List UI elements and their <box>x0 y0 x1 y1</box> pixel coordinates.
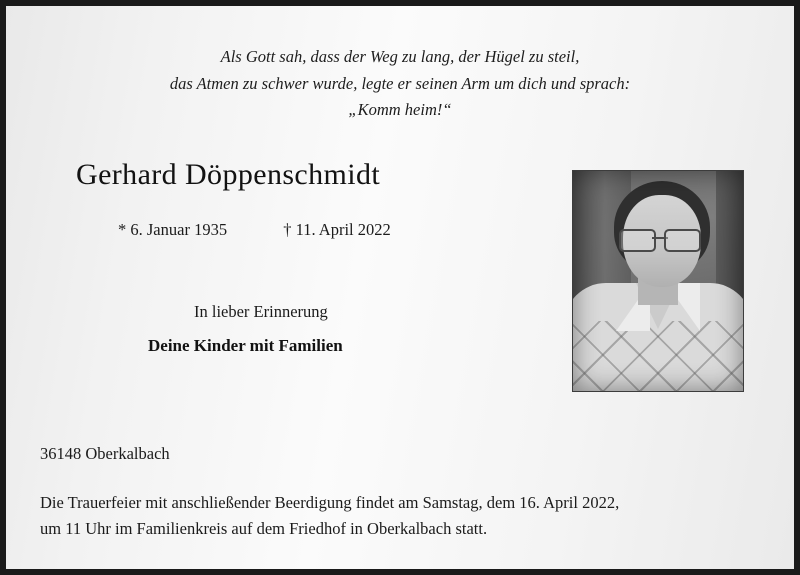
footer-block <box>40 444 760 543</box>
main-content-row <box>40 158 760 392</box>
remembrance-text: In lieber Erinnerung <box>194 302 328 322</box>
memorial-verse <box>80 44 720 124</box>
life-dates <box>76 220 562 240</box>
funeral-line-2: um 11 Uhr im Familienkreis auf dem Friedhof in Oberkalbach statt. <box>40 519 488 539</box>
photo-vignette <box>573 171 743 391</box>
verse-line-3: „Komm heim!“ <box>348 100 452 120</box>
notice-inner <box>6 6 794 569</box>
location-text: 36148 Oberkalbach <box>40 443 170 463</box>
photo-column <box>572 158 760 392</box>
death-date: † 11. April 2022 <box>283 220 391 240</box>
funeral-line-1: Die Trauerfeier mit anschließender Beerdigung findet am Samstag, dem 16. April 2022, <box>40 492 620 512</box>
birth-date: * 6. Januar 1935 <box>118 220 228 240</box>
funeral-details <box>40 490 760 543</box>
details-column <box>40 158 572 356</box>
family-signature: Deine Kinder mit Familien <box>148 336 343 356</box>
deceased-name: Gerhard Döppenschmidt <box>76 158 381 192</box>
verse-line-2: das Atmen zu schwer wurde, legte er seinen Arm um dich und sprach: <box>169 73 631 93</box>
verse-line-1: Als Gott sah, dass der Weg zu lang, der Hügel zu steil, <box>220 47 580 66</box>
portrait-photo <box>572 170 744 392</box>
